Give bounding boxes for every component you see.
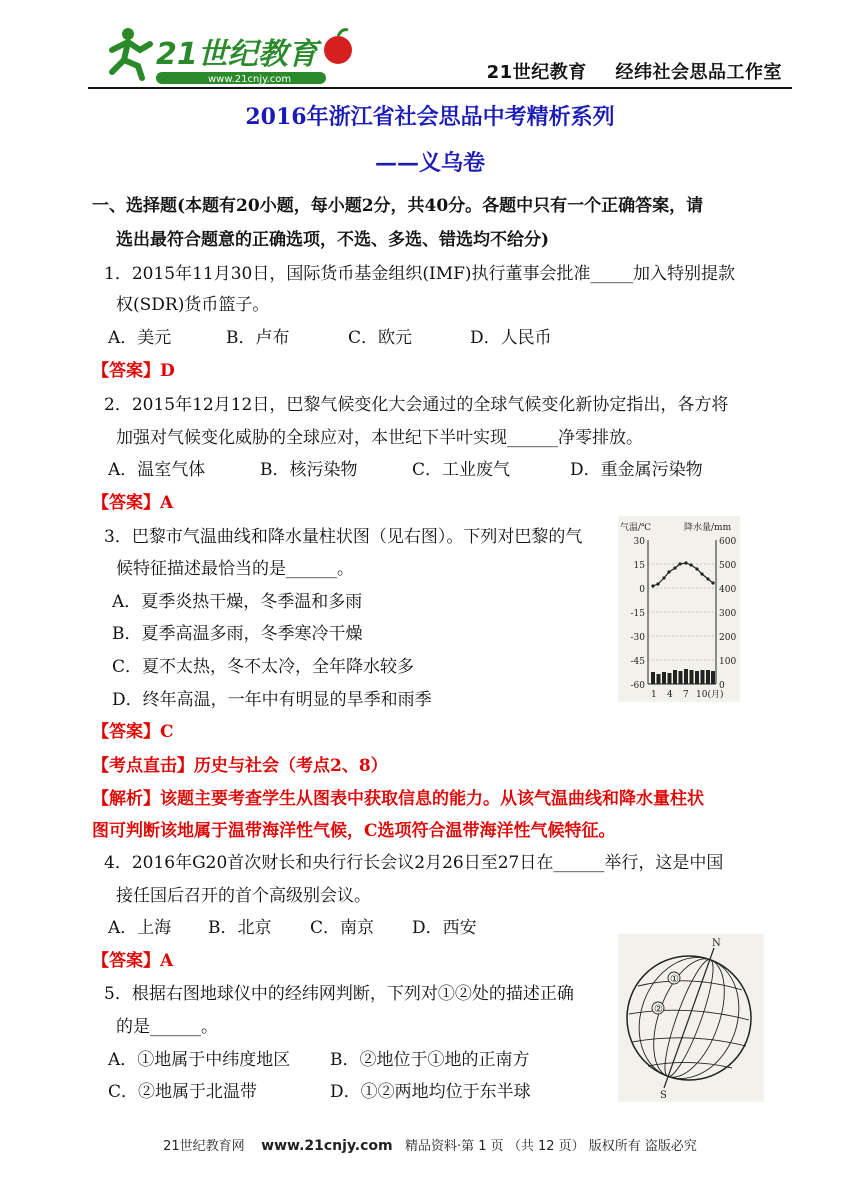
globe-axis: [664, 948, 714, 1088]
section-heading-cont: 选出最符合题意的正确选项，不选、多选、错选均不给分): [116, 230, 550, 250]
q2-answer: 【答案】A: [92, 493, 174, 513]
month-tick: 10(月): [696, 690, 724, 700]
q2-option-c: C．工业废气: [412, 460, 511, 480]
q1-answer: 【答案】D: [92, 361, 175, 381]
q2-options: [108, 455, 703, 480]
q4-options: [108, 913, 477, 938]
q2-option-d: D．重金属污染物: [570, 460, 703, 480]
q4-option-a: A．上海: [108, 918, 172, 938]
temp-tick: -15: [630, 609, 645, 619]
logo-text: 21世纪教育: [156, 37, 318, 72]
q5-option-c: C．②地属于北温带: [108, 1082, 258, 1102]
point-1: [668, 972, 680, 985]
precip-tick: 200: [719, 633, 737, 643]
q5-stem-cont: 的是______。: [116, 1017, 218, 1037]
month-tick: 7: [683, 690, 689, 700]
page-subtitle: ——义乌卷: [374, 150, 485, 176]
q1-stem-cont: 权(SDR)货币篮子。: [116, 295, 270, 315]
climate-chart: [618, 516, 740, 702]
precip-tick: 400: [719, 585, 737, 595]
header-right: [465, 58, 782, 84]
q3-analysis-cont: 图可判断该地属于温带海洋性气候，C选项符合温带海洋性气候特征。: [92, 821, 616, 841]
q5-option-a: A．①地属于中纬度地区: [108, 1050, 291, 1070]
section-heading: 一、选择题(本题有20小题，每小题2分，共40分。各题中只有一个正确答案，请: [92, 196, 704, 216]
north-label: N: [712, 938, 721, 949]
q5-option-d: D．①②两地均位于东半球: [330, 1082, 531, 1102]
month-tick: 1: [651, 690, 657, 700]
precip-tick: 600: [719, 537, 737, 547]
footer-url[interactable]: www.21cnjy.com: [261, 1138, 393, 1154]
q3-option-c: C．夏不太热，冬不太冷，全年降水较多: [112, 657, 415, 677]
q2-option-b: B．核污染物: [260, 460, 358, 480]
temperature-axis-label: 气温/℃: [620, 523, 652, 533]
apple-icon: [324, 36, 352, 64]
q5-stem: 5．根据右图地球仪中的经纬网判断，下列对①②处的描述正确: [104, 984, 574, 1004]
globe-figure: [618, 934, 764, 1102]
q3-option-d: D．终年高温，一年中有明显的旱季和雨季: [112, 690, 432, 710]
q1-stem: 1．2015年11月30日，国际货币基金组织(IMF)执行董事会批准_____加入特别提款: [104, 264, 736, 284]
page-footer: [0, 1135, 860, 1154]
q3-option-b: B．夏季高温多雨，冬季寒冷干燥: [112, 624, 363, 644]
page-header: [88, 14, 788, 86]
logo-url: www.21cnjy.com: [208, 74, 292, 85]
q4-option-d: D．西安: [412, 918, 477, 938]
climate-chart-figure: [618, 516, 740, 702]
temp-tick: 0: [639, 585, 645, 595]
precipitation-bars: [651, 669, 715, 684]
footer-text: 精品资料·第 1 页 （共 12 页） 版权所有 盗版必究: [405, 1139, 697, 1154]
q2-option-a: A．温室气体: [108, 460, 206, 480]
south-label: S: [660, 1090, 667, 1101]
logo: [98, 20, 368, 88]
q1-option-b: B．卢布: [226, 328, 290, 348]
q4-answer: 【答案】A: [92, 951, 174, 971]
q3-answer: 【答案】C: [92, 722, 174, 742]
precip-tick: 0: [719, 681, 725, 691]
q1-option-d: D．人民币: [470, 328, 552, 348]
q2-stem-cont: 加强对气候变化威胁的全球应对，本世纪下半叶实现______净零排放。: [116, 428, 643, 448]
svg-text:①: ①: [670, 974, 679, 985]
q4-option-b: B．北京: [208, 918, 272, 938]
temp-tick: 15: [633, 561, 645, 571]
runner-icon: [112, 28, 150, 78]
q4-stem: 4．2016年G20首次财长和央行行长会议2月26日至27日在______举行，这是中国: [104, 853, 724, 873]
q1-option-a: A．美元: [108, 328, 172, 348]
header-studio: 经纬社会思品工作室: [615, 62, 782, 83]
temp-tick: -60: [630, 681, 645, 691]
precip-tick: 300: [719, 609, 737, 619]
temp-tick: 30: [633, 537, 645, 547]
q1-options: [108, 323, 552, 348]
precip-tick: 500: [719, 561, 737, 571]
q4-option-c: C．南京: [310, 918, 375, 938]
q4-stem-cont: 接任国后召开的首个高级别会议。: [116, 886, 371, 906]
q3-analysis: 【解析】该题主要考查学生从图表中获取信息的能力。从该气温曲线和降水量柱状: [92, 789, 704, 809]
q1-option-c: C．欧元: [348, 328, 413, 348]
precip-tick: 100: [719, 657, 737, 667]
page-title: 2016年浙江省社会思品中考精析系列: [245, 104, 615, 130]
globe-diagram: [618, 934, 764, 1102]
q2-stem: 2．2015年12月12日，巴黎气候变化大会通过的全球气候变化新协定指出，各方将: [104, 395, 729, 415]
precipitation-axis-label: 降水量/mm: [684, 523, 732, 533]
temp-tick: -30: [630, 633, 645, 643]
q3-kaodian: 【考点直击】历史与社会（考点2、8）: [92, 756, 388, 776]
header-divider: [88, 87, 792, 89]
footer-site: 21世纪教育网: [163, 1139, 245, 1154]
q5-option-b: B．②地位于①地的正南方: [330, 1050, 530, 1070]
header-brand: 21世纪教育: [486, 62, 587, 83]
svg-text:②: ②: [654, 1004, 663, 1015]
temp-tick: -45: [630, 657, 645, 667]
q3-stem-cont: 候特征描述最恰当的是______。: [116, 559, 354, 579]
q3-option-a: A．夏季炎热干燥，冬季温和多雨: [112, 592, 363, 612]
month-tick: 4: [667, 690, 673, 700]
temperature-curve: [653, 563, 713, 586]
point-2: [652, 1002, 664, 1015]
q3-stem: 3．巴黎市气温曲线和降水量柱状图（见右图）。下列对巴黎的气: [104, 527, 583, 547]
